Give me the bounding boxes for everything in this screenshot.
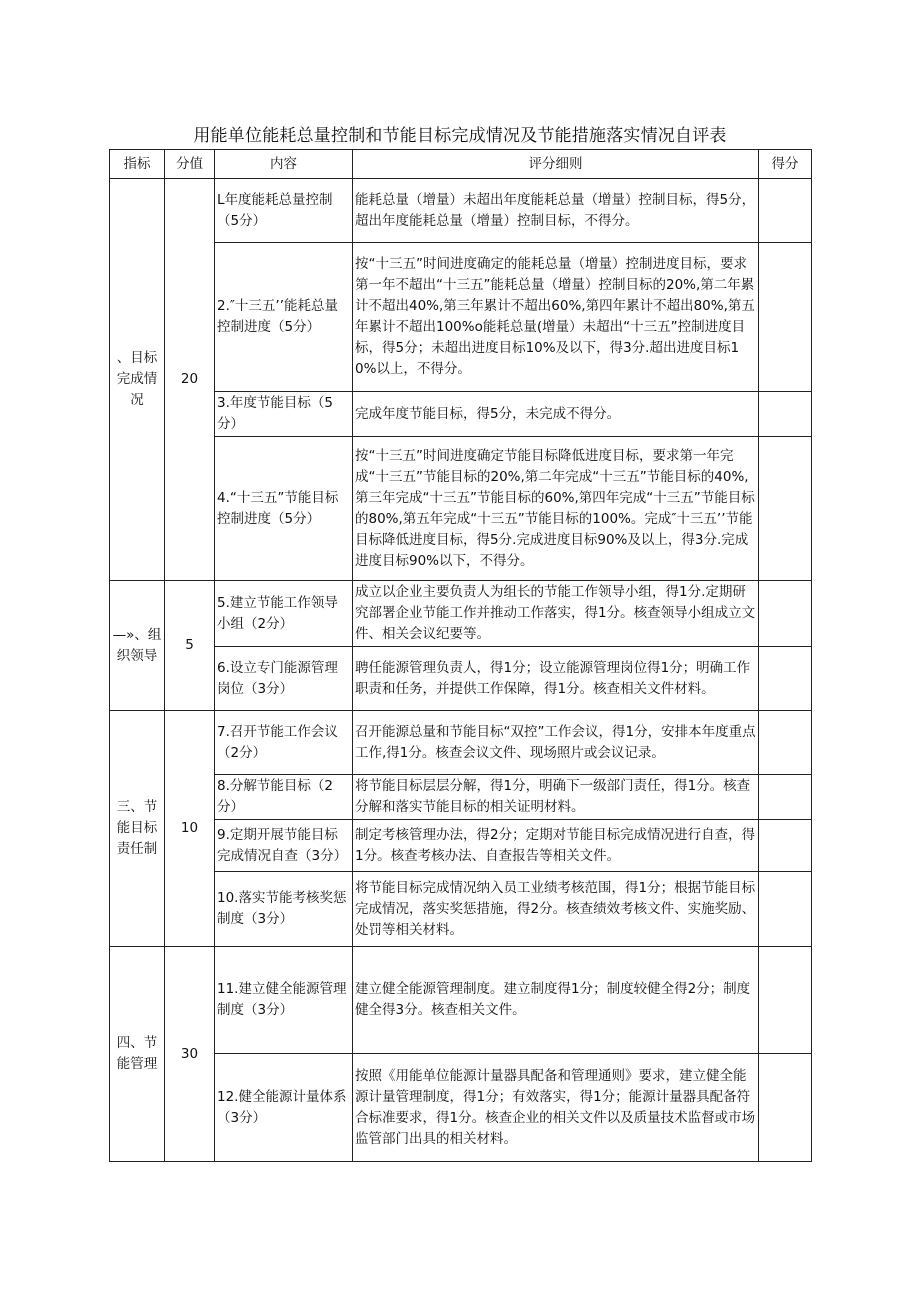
header-row [110, 150, 812, 179]
score-cell[interactable] [759, 872, 812, 947]
header-detail: 评分细则 [353, 150, 759, 179]
section-indicator: 四、节 能管理 [110, 947, 165, 1162]
row-content: 6.设立专门能源管理岗位（3分） [215, 647, 353, 711]
row-detail: 按“十三五”时间进度确定节能目标降低进度目标，要求第一年完成“十三五”节能目标的20%,第二年完成“十三五”节能目标的40%,第三年完成“十三五”节能目标的60%,第四年完成“十三五”节能目标的80%,第五年完成“十三五”节能目标的100%。完成″十三五’’节能目标降低进度目标，得5分.完成进度目标90%及以上，得3分.完成进度目标90%以下，不得分。 [353, 437, 759, 581]
row-detail: 将节能目标完成情况纳入员工业绩考核范围，得1分；根据节能目标完成情况，落实奖惩措施，得2分。核查绩效考核文件、实施奖励、处罚等相关材料。 [353, 872, 759, 947]
table-row [110, 872, 812, 947]
row-detail: 将节能目标层层分解，得1分，明确下一级部门责任，得1分。核查分解和落实节能目标的相关证明材料。 [353, 775, 759, 820]
score-cell[interactable] [759, 392, 812, 437]
page-title: 用能单位能耗总量控制和节能目标完成情况及节能措施落实情况自评表 [193, 126, 727, 146]
section-indicator: 、目标完成情况 [110, 179, 165, 581]
score-cell[interactable] [759, 947, 812, 1054]
table-row [110, 243, 812, 392]
table-row [110, 947, 812, 1054]
table-row [110, 392, 812, 437]
row-detail: 能耗总量（增量）未超出年度能耗总量（增量）控制目标，得5分，超出年度能耗总量（增量）控制目标，不得分。 [353, 179, 759, 243]
score-cell[interactable] [759, 647, 812, 711]
score-cell[interactable] [759, 179, 812, 243]
section-value: 5 [165, 581, 215, 711]
table-row [110, 437, 812, 581]
row-content: L年度能耗总量控制（5分） [215, 179, 353, 243]
row-detail: 聘任能源管理负责人，得1分；设立能源管理岗位得1分；明确工作职责和任务，并提供工作保障，得1分。核查相关文件材料。 [353, 647, 759, 711]
score-cell[interactable] [759, 820, 812, 872]
row-content: 2.″十三五’’能耗总量控制进度（5分） [215, 243, 353, 392]
row-detail: 召开能源总量和节能目标“双控”工作会议，得1分，安排本年度重点工作,得1分。核查会议文件、现场照片或会议记录。 [353, 711, 759, 775]
row-detail: 按“十三五”时间进度确定的能耗总量（增量）控制进度目标，要求第一年不超出“十三五”能耗总量（增量）控制目标的20%,第二年累计不超出40%,第三年累计不超出60%,第四年累计不超出80%,第五年累计不超出100%o能耗总量(增量）未超出“十三五”控制进度目标，得5分；未超出进度目标10%及以下，得3分.超出进度目标10%以上，不得分。 [353, 243, 759, 392]
header-indicator: 指标 [110, 150, 165, 179]
score-cell[interactable] [759, 775, 812, 820]
row-content: 10.落实节能考核奖惩制度（3分） [215, 872, 353, 947]
table-row [110, 179, 812, 243]
table-row [110, 581, 812, 647]
row-content: 3.年度节能目标（5分） [215, 392, 353, 437]
table-row [110, 775, 812, 820]
score-cell[interactable] [759, 1054, 812, 1162]
row-detail: 完成年度节能目标，得5分，未完成不得分。 [353, 392, 759, 437]
table-row [110, 1054, 812, 1162]
row-detail: 成立以企业主要负责人为组长的节能工作领导小组，得1分.定期研究部署企业节能工作并推动工作落实，得1分。核查领导小组成立文件、相关会议纪要等。 [353, 581, 759, 647]
section-value: 30 [165, 947, 215, 1162]
row-content: 11.建立健全能源管理制度（3分） [215, 947, 353, 1054]
score-cell[interactable] [759, 711, 812, 775]
row-content: 9.定期开展节能目标完成情况自查（3分） [215, 820, 353, 872]
score-cell[interactable] [759, 243, 812, 392]
section-value: 10 [165, 711, 215, 947]
row-content: 7.召开节能工作会议（2分） [215, 711, 353, 775]
row-content: 12.健全能源计量体系（3分） [215, 1054, 353, 1162]
row-detail: 按照《用能单位能源计量器具配备和管理通则》要求，建立健全能源计量管理制度，得1分；有效落实，得1分；能源计量器具配备符合标准要求，得1分。核查企业的相关文件以及质量技术监督或市场监管部门出具的相关材料。 [353, 1054, 759, 1162]
header-value: 分值 [165, 150, 215, 179]
row-detail: 建立健全能源管理制度。建立制度得1分；制度较健全得2分；制度健全得3分。核查相关文件。 [353, 947, 759, 1054]
row-content: 8.分解节能目标（2分） [215, 775, 353, 820]
score-cell[interactable] [759, 581, 812, 647]
row-detail: 制定考核管理办法，得2分；定期对节能目标完成情况进行自查，得1分。核查考核办法、自查报告等相关文件。 [353, 820, 759, 872]
row-content: 5.建立节能工作领导小组（2分） [215, 581, 353, 647]
table-row [110, 711, 812, 775]
header-score: 得分 [759, 150, 812, 179]
table-row [110, 820, 812, 872]
section-indicator: —»、组织领导 [110, 581, 165, 711]
self-evaluation-table [109, 149, 812, 1162]
table-row [110, 647, 812, 711]
section-indicator: 三、节能目标责任制 [110, 711, 165, 947]
header-content: 内容 [215, 150, 353, 179]
section-value: 20 [165, 179, 215, 581]
score-cell[interactable] [759, 437, 812, 581]
row-content: 4.“十三五”节能目标控制进度（5分） [215, 437, 353, 581]
